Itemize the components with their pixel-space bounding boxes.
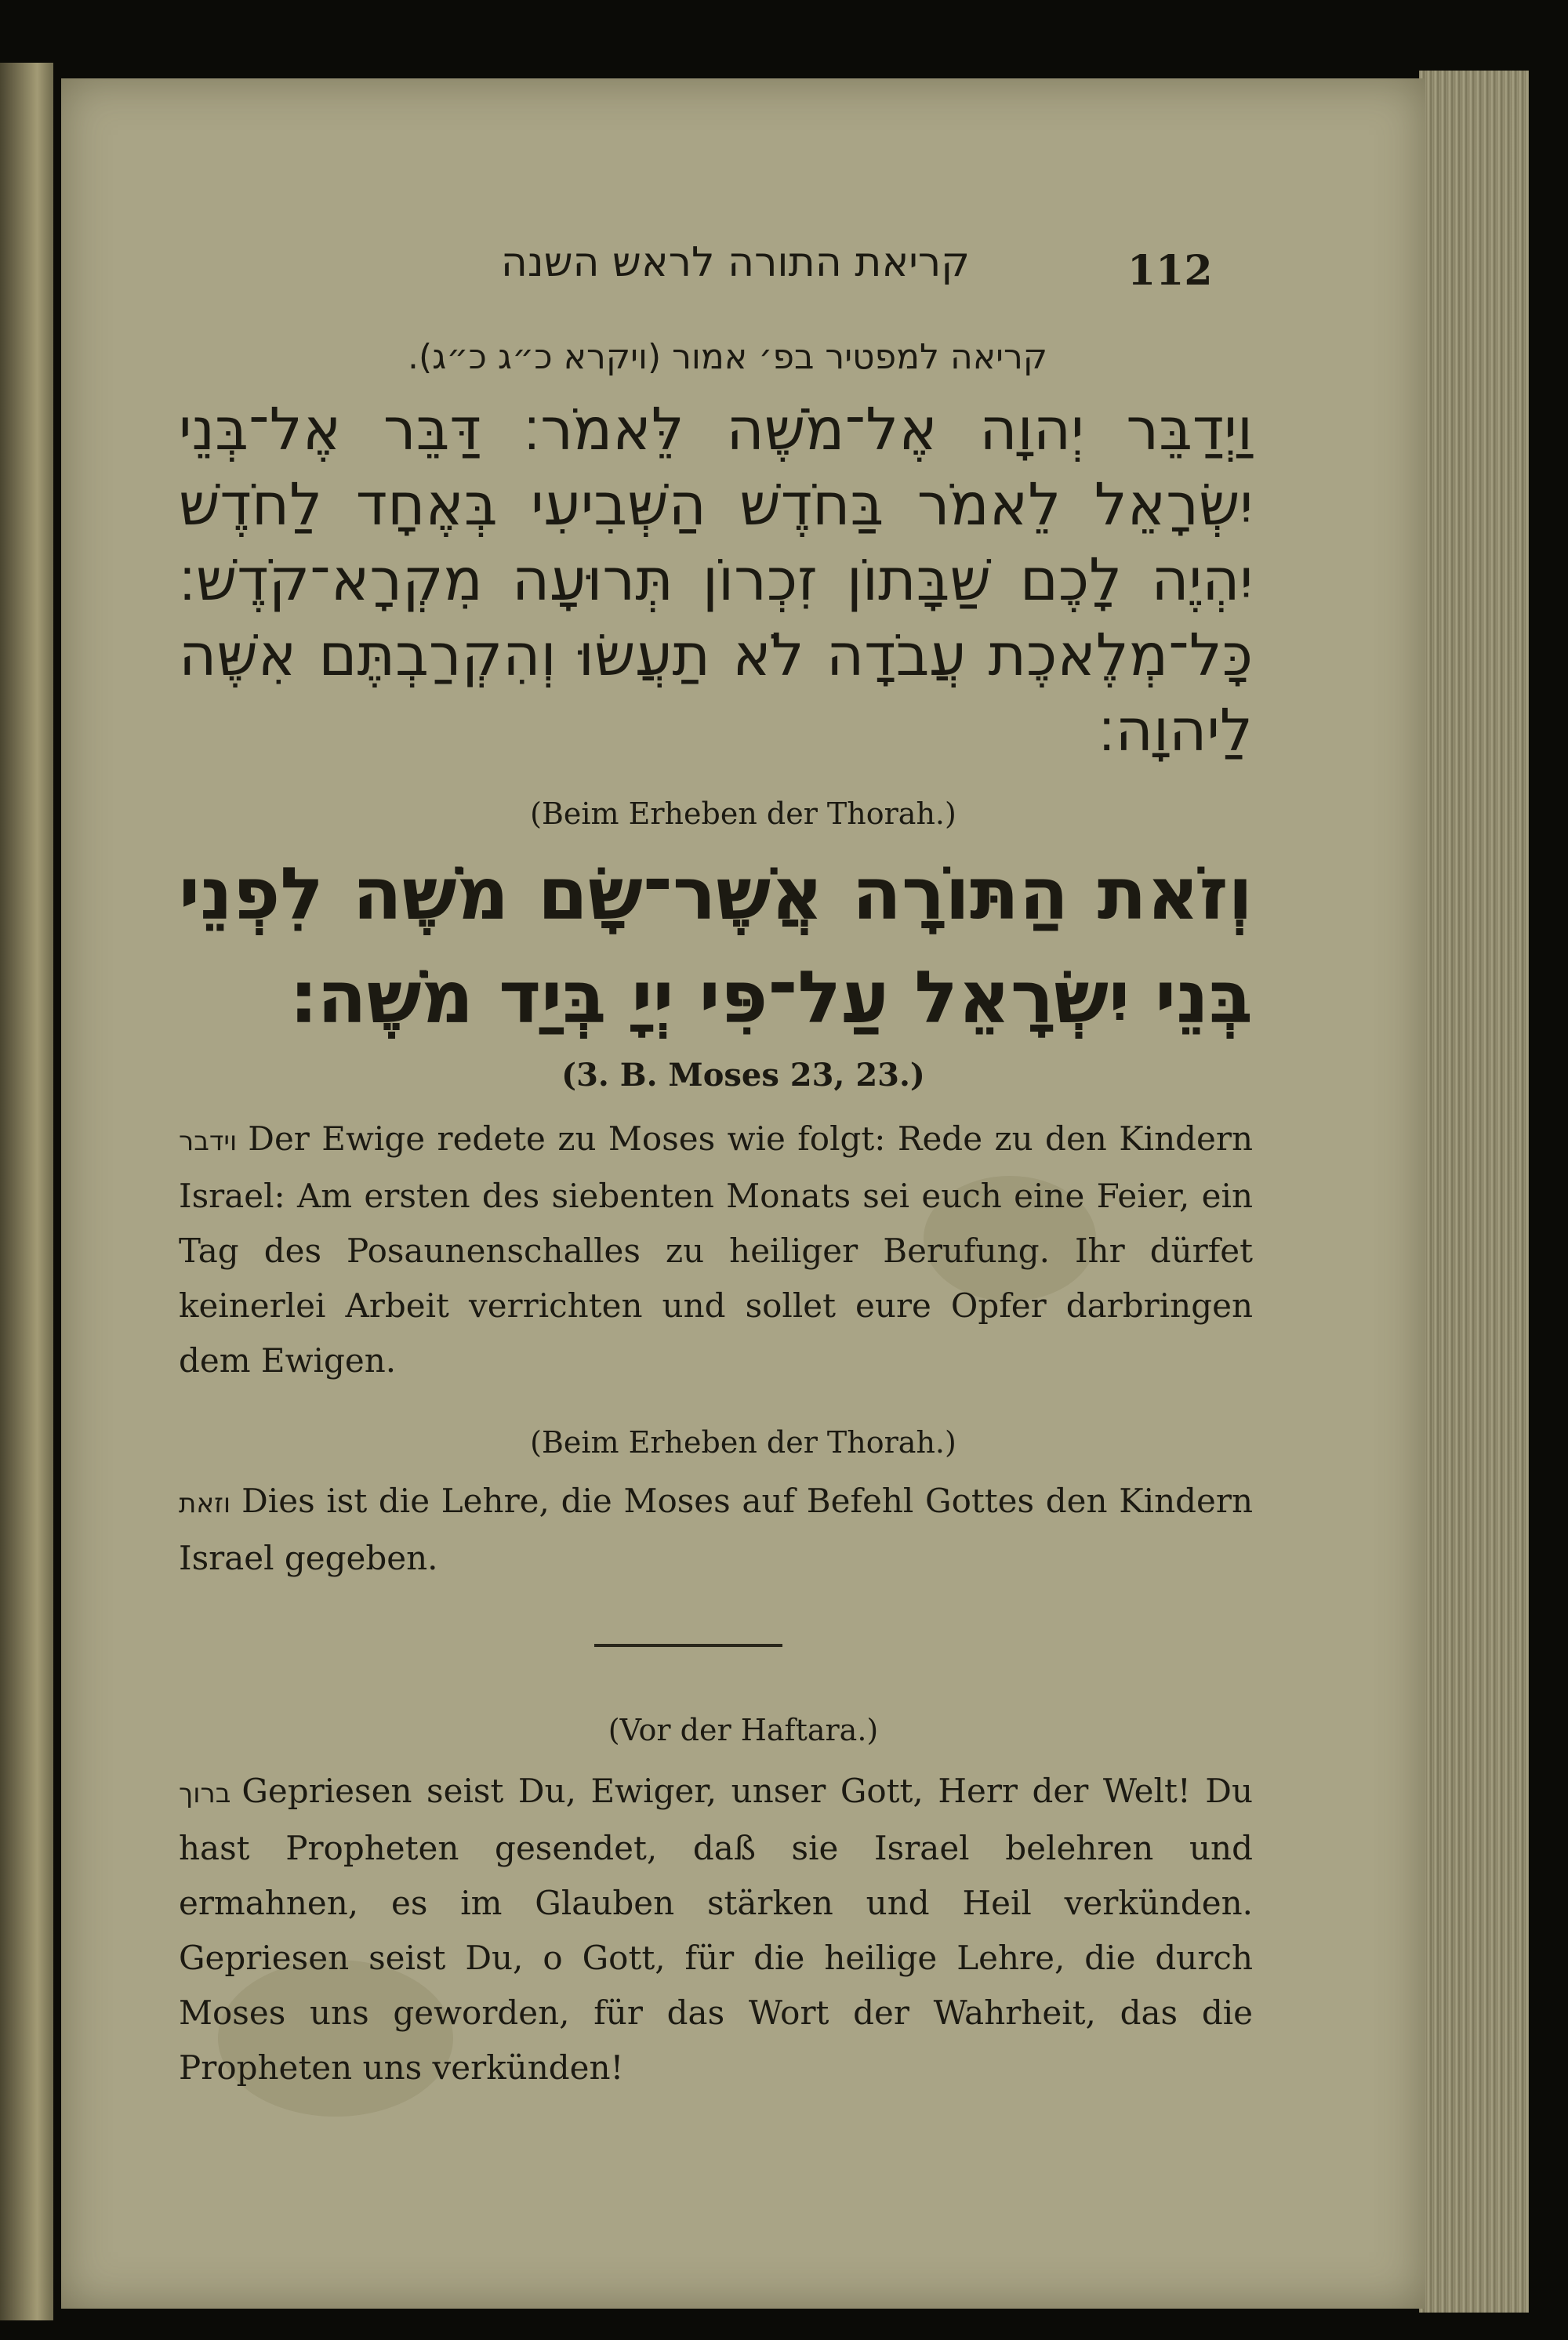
verse-reference: (3. B. Moses 23, 23.) [561, 1057, 925, 1094]
hebrew-marker: ברוך [179, 1778, 231, 1809]
reading-title: קריאה למפטיר בפ׳ אמור (ויקרא כ״ג כ״ג). [408, 337, 1047, 377]
hebrew-verse: וְזֹאת הַתּוֹרָה אֲשֶׁר־שָׂם מֹשֶׁה לִפְנֵי בְּנֵי יִשְׂרָאֵל עַל־פִּי יְיָ בְּיַד מֹשֶׁה׃ [179, 852, 1253, 1039]
hebrew-passage: וַיְדַבֵּר יְהוָה אֶל־מֹשֶׁה לֵּאמֹר׃ דַּבֵּר אֶל־בְּנֵי יִשְׂרָאֵל לֵאמֹר בַּחֹדֶשׁ הַשְּׁבִיעִי בְּאֶחָד לַחֹדֶשׁ יִהְיֶה לָכֶם שַׁבָּתוֹן זִכְרוֹן תְּרוּעָה מִקְרָא־קֹדֶשׁ׃ כָּל־מְלֶאכֶת עֲבֹדָה לֹא תַעֲשׂוּ וְהִקְרַבְתֶּם אִשֶּׁה לַיהוָה׃ [179, 396, 1253, 764]
running-header: קריאת התורה לראש השנה [500, 239, 971, 286]
page-number: 112 [1127, 247, 1213, 295]
section-divider [594, 1644, 782, 1647]
caption-lifting-torah-2: (Beim Erheben der Thorah.) [530, 1425, 956, 1460]
translation-text: Der Ewige redete zu Moses wie folgt: Rede zu den Kindern Israel: Am ersten des siebenten Monats sei euch eine Feier, ein Tag des Posaunenschalles zu heiliger Berufung. Ihr dürfet keinerlei Arbeit verrichten und sollet eure Opfer darbringen dem Ewigen. [179, 1119, 1253, 1380]
page-stack-edge [1419, 71, 1529, 2313]
blessing-text: Gepriesen seist Du, Ewiger, unser Gott, Herr der Welt! Du hast Propheten gesendet, daß sie Israel belehren und ermahnen, es im Glauben stärken und Heil verkünden. Gepriesen seist Du, o Gott, für die heilige Lehre, die durch Moses uns geworden, für das Wort der Wahrheit, das die Propheten uns verkünden! [179, 1772, 1253, 2087]
translation-text: Dies ist die Lehre, die Moses auf Befehl Gottes den Kindern Israel gegeben. [179, 1482, 1253, 1577]
hebrew-marker: וזאת [179, 1488, 231, 1519]
translation-paragraph [179, 1112, 1253, 1388]
blessing-paragraph [179, 1764, 1253, 2095]
previous-page-edge [0, 63, 53, 2320]
hebrew-marker: וידבר [179, 1126, 238, 1157]
caption-lifting-torah: (Beim Erheben der Thorah.) [530, 796, 956, 831]
caption-haftara: (Vor der Haftara.) [608, 1713, 879, 1747]
book-page [61, 78, 1425, 2309]
translation-paragraph-2 [179, 1474, 1253, 1586]
